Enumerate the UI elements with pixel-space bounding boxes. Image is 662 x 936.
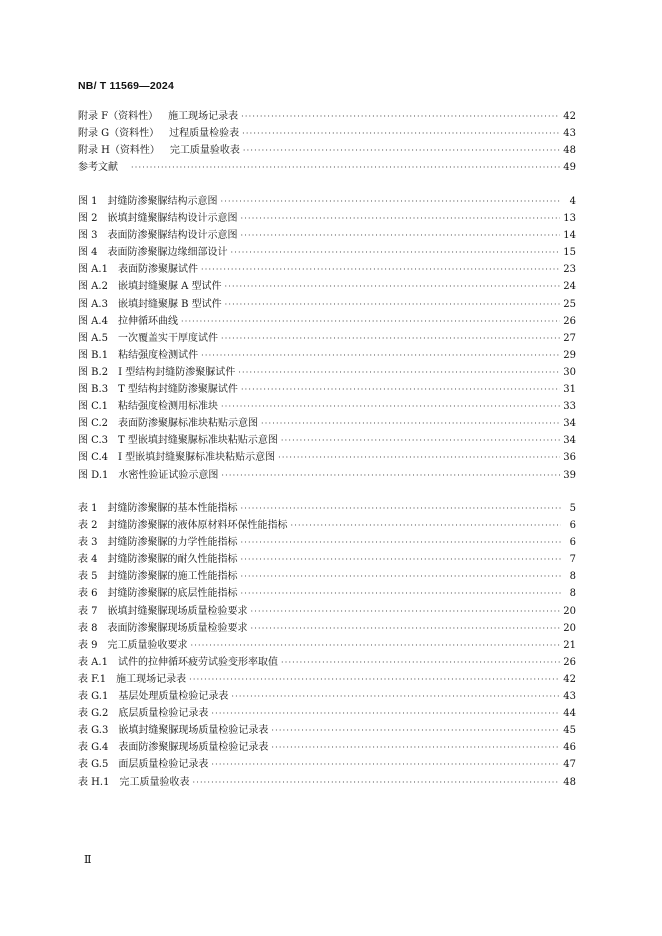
toc-entry-label: 表 G.3 (78, 725, 109, 737)
toc-entry-text (78, 125, 239, 142)
toc-appendix-entry[interactable] (78, 159, 576, 176)
toc-entry-label: 图 3 (78, 230, 98, 242)
toc-entry-text (78, 620, 248, 637)
toc-entry-title: 一次覆盖实干厚度试件 (117, 332, 218, 344)
toc-leader-dots (271, 739, 560, 756)
toc-table-entry[interactable] (78, 551, 576, 568)
toc-entry-label: 图 C.2 (78, 418, 109, 430)
toc-entry-label: 表 9 (78, 639, 98, 651)
toc-entry-page: 44 (563, 708, 576, 720)
toc-entry-page: 14 (563, 230, 576, 242)
toc-leader-dots (241, 227, 561, 244)
toc-leader-dots (131, 159, 560, 176)
toc-entry-title: T 型嵌填封缝聚脲标准块粘贴示意图 (118, 435, 278, 447)
toc-entry-page: 6 (569, 537, 576, 549)
toc-table-entry[interactable] (78, 585, 576, 602)
toc-table-entry[interactable] (78, 534, 576, 551)
toc-entry-text (78, 108, 238, 125)
toc-entry-page: 46 (563, 742, 576, 754)
toc-entry-page: 43 (563, 128, 576, 140)
toc-leader-dots (261, 415, 560, 432)
toc-entry-text (78, 551, 238, 568)
toc-entry-label: 图 4 (78, 247, 98, 259)
toc-entry-title: 底层质量检验记录表 (118, 708, 209, 720)
toc-entry-page: 20 (563, 605, 576, 617)
toc-entry-title: 封缝防渗聚脲的耐久性能指标 (107, 554, 238, 566)
toc-leader-dots (242, 125, 560, 142)
toc-entry-title: 表面防渗聚脲标准块粘贴示意图 (118, 418, 259, 430)
toc-leader-dots (281, 432, 560, 449)
toc-entry-text (78, 415, 258, 432)
toc-entry-label: 表 8 (78, 622, 98, 634)
toc-entry-label: 表 G.5 (78, 759, 109, 771)
toc-entry-page: 26 (563, 315, 576, 327)
toc-entry-page: 45 (563, 725, 576, 737)
toc-leader-dots (243, 142, 560, 159)
toc-entry-text (78, 637, 188, 654)
toc-entry-label: 图 C.3 (78, 435, 109, 447)
toc-figure-entry[interactable] (78, 193, 576, 210)
toc-entry-label: 表 2 (78, 520, 98, 532)
toc-entry-text (78, 756, 208, 773)
toc-entry-title: 嵌填封缝聚脲现场质量检验要求 (107, 605, 248, 617)
toc-entry-text (78, 210, 238, 227)
toc-entry-text (78, 193, 218, 210)
toc-entry-page: 7 (569, 554, 576, 566)
toc-table-entry[interactable] (78, 568, 576, 585)
toc-entry-label: 图 D.1 (78, 469, 109, 481)
toc-leader-dots (241, 568, 561, 585)
toc-entry-label: 图 C.4 (78, 452, 109, 464)
toc-entry-text (78, 261, 198, 278)
toc-entry-label: 表 4 (78, 554, 98, 566)
toc-entry-page: 23 (563, 264, 576, 276)
toc-entry-page: 24 (563, 281, 576, 293)
toc-leader-dots (251, 620, 561, 637)
toc-leader-dots (241, 534, 561, 551)
toc-entry-text (78, 227, 238, 244)
toc-entry-label: 图 A.3 (78, 298, 108, 310)
toc-entry-label: 附录 G（资料性） (78, 128, 160, 140)
toc-entry-label: 图 B.1 (78, 349, 109, 361)
toc-table-entry[interactable] (78, 500, 576, 517)
toc-leader-dots (231, 244, 561, 261)
toc-entry-title: 水密性验证试验示意图 (118, 469, 219, 481)
toc-leader-dots (211, 756, 560, 773)
toc-entry-title: 粘结强度检测试件 (118, 349, 199, 361)
toc-entry-title: 过程质量检验表 (169, 128, 240, 140)
toc-entry-page: 39 (563, 469, 576, 481)
toc-leader-dots (181, 313, 560, 330)
toc-entry-label: 附录 H（资料性） (78, 145, 160, 157)
toc-entry-label: 图 1 (78, 196, 98, 207)
toc-entry-page: 6 (569, 520, 576, 532)
toc-entry-title: I 型结构封缝防渗聚脲试件 (118, 366, 236, 378)
toc-entry-page: 48 (563, 145, 576, 157)
toc-leader-dots (221, 193, 561, 210)
toc-leader-dots (201, 347, 560, 364)
toc-entry-label: 图 A.4 (78, 315, 108, 327)
toc-table-entry[interactable] (78, 637, 576, 654)
toc-entry-text (78, 688, 228, 705)
toc-entry-title: 封缝防渗聚脲的力学性能指标 (107, 537, 238, 549)
toc-entry-label: 附录 F（资料性） (78, 111, 159, 122)
toc-entry-label: 图 B.3 (78, 384, 109, 396)
toc-entry-label: 表 H.1 (78, 776, 110, 788)
toc-entry-title: 完工质量验收表 (169, 145, 240, 157)
toc-entry-page: 13 (563, 213, 576, 225)
toc-entry-title: 施工现场记录表 (168, 111, 239, 122)
toc-table-entry[interactable] (78, 517, 576, 534)
toc-entry-page: 8 (569, 571, 576, 583)
toc-entry-title: 试件的拉伸循环疲劳试验变形率取值 (117, 656, 278, 668)
toc-entry-label: 图 A.1 (78, 264, 108, 276)
toc-entry-text (78, 278, 222, 295)
toc-entry-page: 21 (563, 639, 576, 651)
toc-entry-page: 43 (563, 691, 576, 703)
toc-entry-label: 表 G.2 (78, 708, 109, 720)
toc-entry-text (78, 603, 248, 620)
toc-leader-dots (231, 688, 560, 705)
toc-table-entry[interactable] (78, 774, 576, 791)
toc-entry-page: 30 (563, 366, 576, 378)
toc-table-entry[interactable] (78, 654, 576, 671)
toc-entry-page: 42 (563, 111, 576, 122)
page-number: Ⅱ (84, 853, 92, 866)
toc-entry-label: 表 F.1 (78, 673, 107, 685)
toc-table-entry[interactable] (78, 705, 576, 722)
toc-entry-title: 封缝防渗聚脲结构示意图 (107, 196, 218, 207)
toc-leader-dots (211, 705, 560, 722)
toc-figure-entry[interactable] (78, 296, 576, 313)
toc-table-entry[interactable] (78, 688, 576, 705)
toc-entry-text (78, 364, 235, 381)
toc-entry-page: 31 (563, 384, 576, 396)
toc-entry-text (78, 467, 218, 484)
toc-entry-title: 表面防渗聚脲现场质量检验要求 (107, 622, 248, 634)
toc-leader-dots (191, 637, 561, 654)
toc-entry-label: 表 A.1 (78, 656, 108, 668)
toc-entry-page: 34 (563, 435, 576, 447)
toc-entry-text (78, 705, 208, 722)
toc-entry-text (78, 585, 238, 602)
toc-leader-dots (278, 449, 560, 466)
toc-entry-title: 表面防渗聚脲现场质量检验记录表 (118, 742, 269, 754)
toc-entry-text (78, 398, 218, 415)
toc-entry-title: I 型嵌填封缝聚脲标准块粘贴示意图 (118, 452, 276, 464)
toc-entry-text (78, 142, 240, 159)
toc-entry-page: 4 (569, 196, 576, 207)
toc-leader-dots (241, 108, 560, 125)
toc-entry-label: 图 C.1 (78, 401, 109, 413)
toc-entry-title: 面层质量检验记录表 (118, 759, 209, 771)
toc-entry-title: 拉伸循环曲线 (117, 315, 178, 327)
toc-entry-text (78, 568, 238, 585)
toc-entry-label: 表 G.1 (78, 691, 109, 703)
toc-entry-page: 25 (563, 298, 576, 310)
toc-entry-text (78, 671, 186, 688)
toc-entry-text (78, 517, 288, 534)
toc-entry-page: 48 (563, 776, 576, 788)
toc-entry-title: 完工质量验收表 (119, 776, 190, 788)
toc-figure-entry[interactable] (78, 278, 576, 295)
toc-leader-dots (241, 381, 560, 398)
toc-entry-label: 图 A.2 (78, 281, 108, 293)
toc-entry-text (78, 774, 189, 791)
toc-entry-title: 封缝防渗聚脲的施工性能指标 (107, 571, 238, 583)
toc-entry-title: 表面防渗聚脲试件 (117, 264, 198, 276)
toc-entry-text (78, 500, 238, 517)
toc-entry-text (78, 347, 198, 364)
toc-table-entry[interactable] (78, 603, 576, 620)
toc-entry-page: 20 (563, 622, 576, 634)
toc-entry-title: T 型结构封缝防渗聚脲试件 (118, 384, 238, 396)
toc-entry-text (78, 244, 228, 261)
toc-entry-label: 参考文献 (78, 162, 118, 174)
toc-entry-page: 15 (563, 247, 576, 259)
toc-appendix-entry[interactable] (78, 125, 576, 142)
standard-code: NB/ T 11569—2024 (78, 80, 175, 92)
toc-entry-title: 封缝防渗聚脲的液体原材料环保性能指标 (107, 520, 288, 532)
toc-figure-entry[interactable] (78, 210, 576, 227)
toc-leader-dots (241, 551, 561, 568)
toc-entry-text (78, 313, 178, 330)
toc-figure-entry[interactable] (78, 467, 576, 484)
toc-leader-dots (291, 517, 561, 534)
toc-figure-entry[interactable] (78, 432, 576, 449)
toc-entry-title: 表面防渗聚脲结构设计示意图 (107, 230, 238, 242)
toc-entry-text (78, 534, 238, 551)
toc-entry-title: 嵌填封缝聚脲 B 型试件 (117, 298, 222, 310)
toc-leader-dots (241, 500, 561, 517)
toc-figure-entry[interactable] (78, 415, 576, 432)
toc-leader-dots (221, 330, 560, 347)
toc-leader-dots (225, 296, 561, 313)
toc-figure-entry[interactable] (78, 364, 576, 381)
toc-entry-page: 27 (563, 332, 576, 344)
toc-leader-dots (241, 210, 561, 227)
toc-entry-title: 嵌填封缝聚脲 A 型试件 (117, 281, 222, 293)
toc-figure-entry[interactable] (78, 381, 576, 398)
toc-table-list (78, 500, 576, 791)
toc-leader-dots (189, 671, 560, 688)
toc-entry-label: 表 3 (78, 537, 98, 549)
toc-figure-entry[interactable] (78, 227, 576, 244)
toc-table-entry[interactable] (78, 620, 576, 637)
toc-leader-dots (225, 278, 561, 295)
toc-figure-entry[interactable] (78, 449, 576, 466)
toc-entry-label: 图 A.5 (78, 332, 108, 344)
toc-entry-label: 图 B.2 (78, 366, 109, 378)
toc-leader-dots (251, 603, 561, 620)
toc-entry-text (78, 722, 268, 739)
toc-entry-text (78, 159, 128, 176)
toc-figure-entry[interactable] (78, 313, 576, 330)
toc-entry-title: 封缝防渗聚脲的基本性能指标 (107, 503, 238, 514)
toc-entry-page: 47 (563, 759, 576, 771)
toc-entry-title: 封缝防渗聚脲的底层性能指标 (107, 588, 238, 600)
toc-appendix-entry[interactable] (78, 142, 576, 159)
toc-appendix-entry[interactable] (78, 108, 576, 125)
toc-leader-dots (281, 654, 560, 671)
toc-table-entry[interactable] (78, 739, 576, 756)
toc-entry-title: 嵌填封缝聚脲结构设计示意图 (107, 213, 238, 225)
toc-entry-title: 表面防渗聚脲边缘细部设计 (107, 247, 228, 259)
toc-leader-dots (221, 398, 560, 415)
toc-entry-text (78, 449, 275, 466)
toc-leader-dots (221, 467, 560, 484)
toc-leader-dots (238, 364, 560, 381)
toc-entry-page: 34 (563, 418, 576, 430)
toc-leader-dots (192, 774, 560, 791)
toc-table-entry[interactable] (78, 722, 576, 739)
toc-table-entry[interactable] (78, 756, 576, 773)
toc-entry-label: 表 5 (78, 571, 98, 583)
toc-table-entry[interactable] (78, 671, 576, 688)
toc-entry-title: 施工现场记录表 (116, 673, 187, 685)
toc-figure-entry[interactable] (78, 398, 576, 415)
toc-entry-title: 基层处理质量检验记录表 (118, 691, 229, 703)
toc-entry-title: 嵌填封缝聚脲现场质量检验记录表 (118, 725, 269, 737)
toc-entry-text (78, 330, 218, 347)
toc-entry-page: 5 (569, 503, 576, 514)
toc-entry-label: 表 6 (78, 588, 98, 600)
toc-entry-page: 8 (569, 588, 576, 600)
toc-leader-dots (271, 722, 560, 739)
toc-entry-text (78, 654, 278, 671)
toc-figure-list (78, 193, 576, 484)
toc-leader-dots (201, 261, 560, 278)
toc-entry-label: 表 G.4 (78, 742, 109, 754)
toc-entry-title: 完工质量验收要求 (107, 639, 188, 651)
toc-entry-text (78, 296, 222, 313)
toc-entry-page: 26 (563, 656, 576, 668)
toc-entry-title: 粘结强度检测用标准块 (118, 401, 219, 413)
toc-figure-entry[interactable] (78, 244, 576, 261)
toc-entry-page: 33 (563, 401, 576, 413)
toc-entry-text (78, 381, 238, 398)
toc-entry-page: 36 (563, 452, 576, 464)
toc-figure-entry[interactable] (78, 330, 576, 347)
toc-entry-text (78, 739, 268, 756)
toc-leader-dots (241, 585, 561, 602)
toc-entry-page: 49 (563, 162, 576, 174)
toc-entry-text (78, 432, 278, 449)
toc-entry-page: 29 (563, 349, 576, 361)
toc-figure-entry[interactable] (78, 347, 576, 364)
toc-entry-label: 表 7 (78, 605, 98, 617)
toc-entry-label: 图 2 (78, 213, 98, 225)
toc-entry-page: 42 (563, 673, 576, 685)
toc-entry-label: 表 1 (78, 503, 98, 514)
toc-appendix-section (78, 108, 576, 176)
toc-figure-entry[interactable] (78, 261, 576, 278)
